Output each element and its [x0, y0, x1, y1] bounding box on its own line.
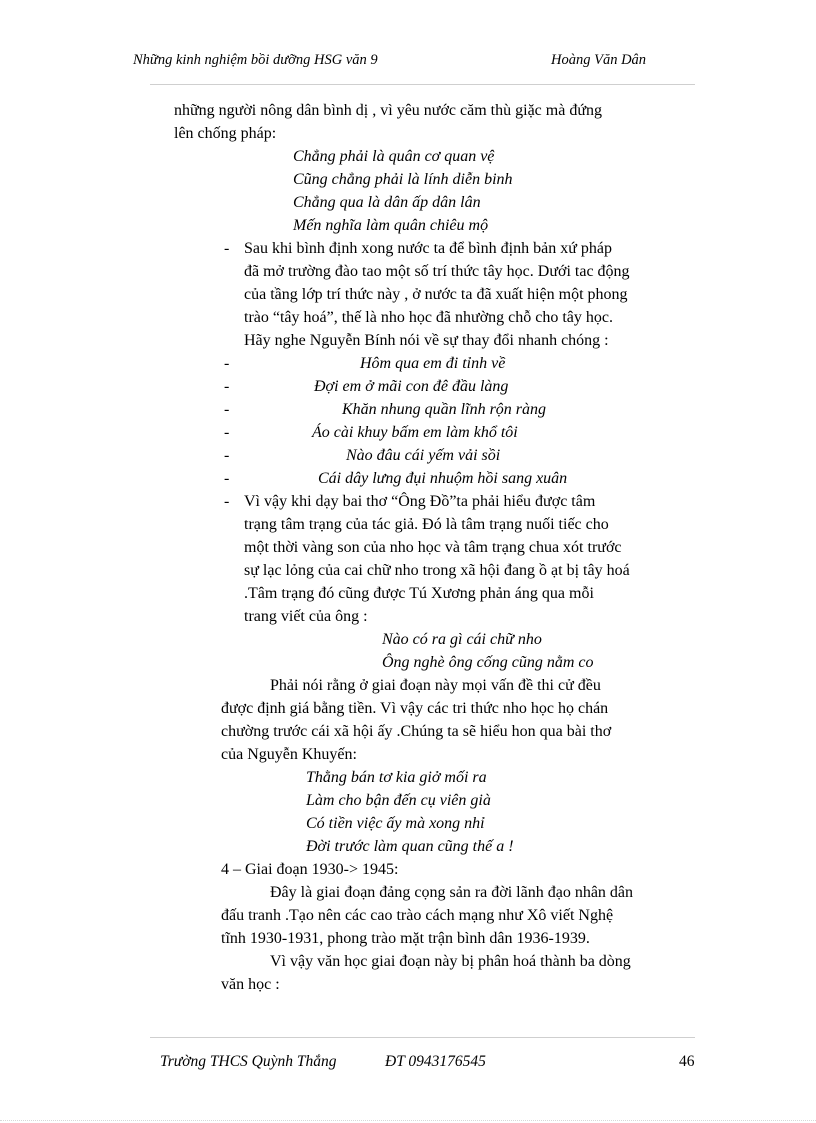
poem-line: Chẳng phải là quân cơ quan vệ — [293, 148, 495, 165]
header-author: Hoàng Văn Dân — [551, 52, 647, 68]
poem-line: Cái dây lưng đụi nhuộm hồi sang xuân — [318, 470, 568, 487]
poem-line: Đời trước làm quan cũng thế a ! — [306, 838, 514, 855]
text-line: Hãy nghe Nguyễn Bính nói về sự thay đổi nhanh chóng : — [244, 332, 609, 349]
bullet-dash: - — [224, 401, 230, 418]
text-line: của Nguyễn Khuyến: — [221, 746, 357, 763]
text-line: lên chống pháp: — [174, 125, 277, 142]
bullet-dash: - — [224, 355, 230, 372]
bullet-dash: - — [224, 424, 230, 441]
page-footer — [160, 1053, 700, 1075]
header-title: Những kinh nghiệm bồi dưỡng HSG văn 9 — [133, 52, 378, 68]
text-line: Sau khi bình định xong nước ta để bình định bản xứ pháp — [244, 240, 612, 257]
poem-line: Thằng bán tơ kia giở mối ra — [306, 769, 487, 786]
poem-line: Cũng chẳng phải là lính diễn binh — [293, 171, 513, 188]
bullet-dash: - — [224, 447, 230, 464]
text-line: sự lạc lỏng của cai chữ nho trong xã hội đang ồ ạt bị tây hoá — [244, 562, 630, 579]
poem-line: Đợi em ở mãi con đê đầu làng — [314, 378, 509, 395]
text-line: trào “tây hoá”, thế là nho học đã nhường chỗ cho tây học. — [244, 309, 614, 326]
text-line: trang viết của ông : — [244, 608, 368, 625]
poem-line: Chẳng qua là dân ấp dân lân — [293, 194, 481, 211]
text-line: trạng tâm trạng của tác giả. Đó là tâm trạng nuối tiếc cho — [244, 516, 609, 533]
text-line: đấu tranh .Tạo nên các cao trào cách mạng như Xô viết Nghệ — [221, 907, 614, 924]
text-line: tĩnh 1930-1931, phong trào mặt trận bình dân 1936-1939. — [221, 930, 590, 947]
bullet-dash: - — [224, 470, 230, 487]
poem-line: Mến nghĩa làm quân chiêu mộ — [293, 217, 489, 234]
page-number: 46 — [679, 1053, 695, 1070]
footer-school: Trường THCS Quỳnh Thắng — [160, 1053, 337, 1070]
bullet-dash: - — [224, 493, 230, 510]
text-line: chường trước cái xã hội ấy .Chúng ta sẽ hiểu hon qua bài thơ — [221, 723, 612, 740]
page-header — [133, 52, 663, 72]
bullet-dash: - — [224, 378, 230, 395]
text-line: được định giá bằng tiền. Vì vậy các tri thức nho học họ chán — [221, 700, 609, 717]
text-line: một thời vàng son của nho học và tâm trạng chua xót trước — [244, 539, 622, 556]
bullet-dash: - — [224, 240, 230, 257]
poem-line: Ông nghè ông cống cũng nằm co — [382, 654, 594, 671]
poem-line: Khăn nhung quần lĩnh rộn ràng — [342, 401, 547, 418]
poem-line: Làm cho bận đến cụ viên già — [306, 792, 491, 809]
footer-phone: ĐT 0943176545 — [385, 1053, 486, 1070]
poem-line: Có tiền việc ấy mà xong nhỉ — [306, 815, 485, 832]
text-line: Vì vậy khi dạy bai thơ “Ông Đồ”ta phải hiểu được tâm — [244, 493, 596, 510]
poem-line: Hôm qua em đi tỉnh về — [360, 355, 506, 372]
poem-line: Nào đâu cái yếm vải sồi — [346, 447, 501, 464]
text-line: đã mở trường đào tao một số trí thức tây học. Dưới tac động — [244, 263, 630, 280]
text-line: Đây là giai đoạn đảng cọng sản ra đời lãnh đạo nhân dân — [270, 884, 634, 901]
text-line: Phải nói rằng ở giai đoạn này mọi vấn đề thi cử đều — [270, 677, 601, 694]
footer-rule — [150, 1037, 695, 1038]
section-heading: 4 – Giai đoạn 1930-> 1945: — [221, 861, 399, 878]
poem-line: Nào có ra gì cái chữ nho — [382, 631, 542, 648]
page-bottom-border — [0, 1120, 816, 1121]
text-line: .Tâm trạng đó cũng được Tú Xương phản áng qua mỗi — [244, 585, 594, 602]
header-rule — [150, 84, 695, 85]
text-line: những người nông dân bình dị , vì yêu nước căm thù giặc mà đứng — [174, 102, 602, 119]
text-line: văn học : — [221, 976, 280, 993]
text-line: Vì vậy văn học giai đoạn này bị phân hoá thành ba dòng — [270, 953, 631, 970]
text-line: của tầng lớp trí thức này , ở nước ta đã xuất hiện một phong — [244, 286, 628, 303]
poem-line: Áo cài khuy bấm em làm khổ tôi — [312, 424, 518, 441]
